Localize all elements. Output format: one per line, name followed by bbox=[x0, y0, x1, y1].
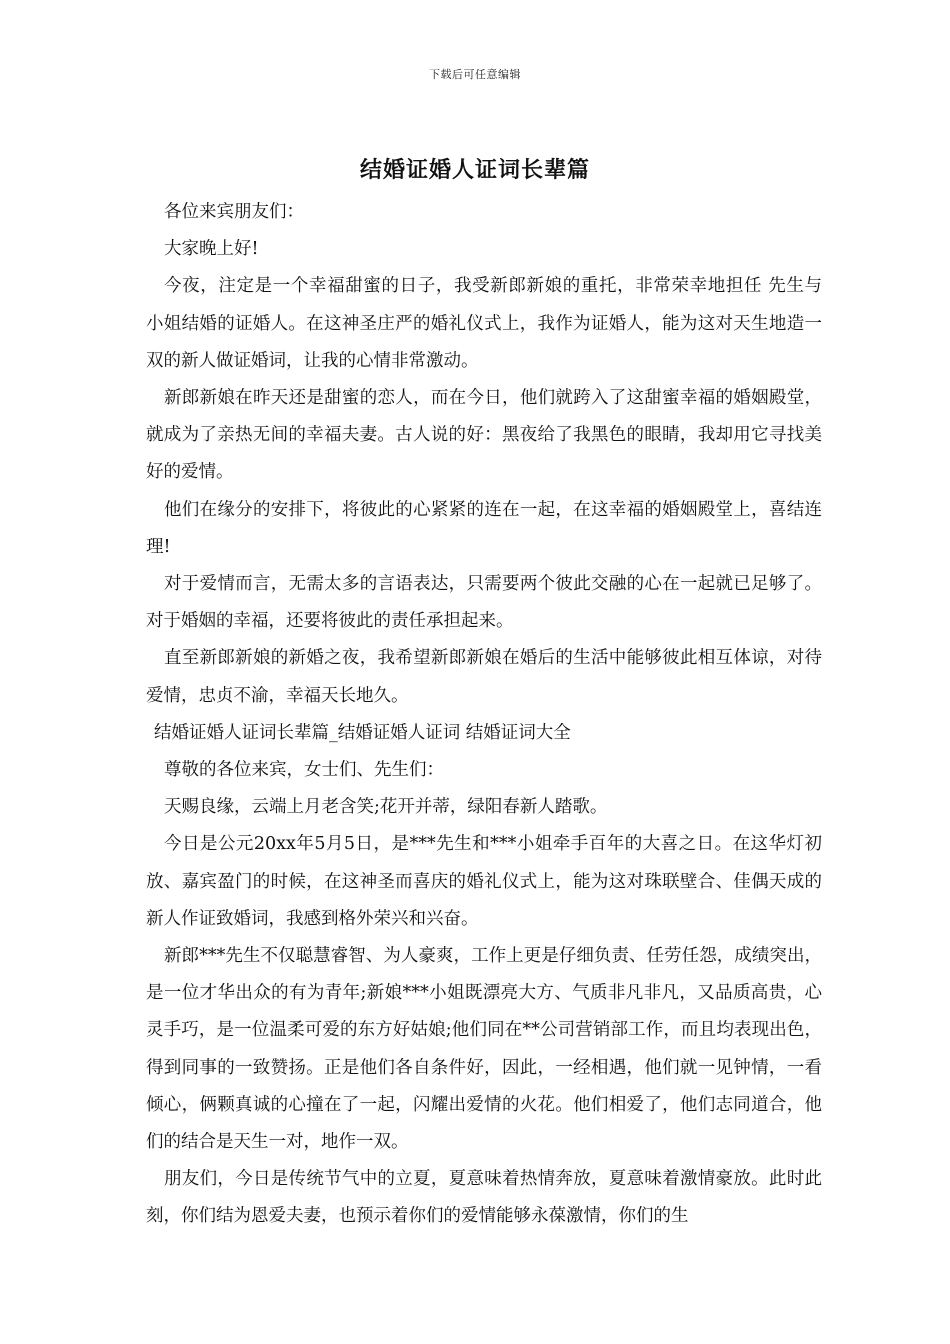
document-title: 结婚证婚人证词长辈篇 bbox=[359, 157, 590, 183]
paragraph: 朋友们，今日是传统节气中的立夏，夏意味着热情奔放，夏意味着激情豪放。此时此刻，你们结为恩爱夫妻，也预示着你们的爱情能够永葆激情，你们的生 bbox=[146, 1169, 822, 1227]
paragraph: 今日是公元20xx年5月5日，是***先生和***小姐牵手百年的大喜之日。在这华灯初放、嘉宾盈门的时候，在这神圣而喜庆的婚礼仪式上，能为这对珠联壁合、佳偶天成的新人作证致婚词，我感到格外荣兴和兴奋。 bbox=[146, 834, 822, 929]
paragraph: 新郎新娘在昨天还是甜蜜的恋人，而在今日，他们就跨入了这甜蜜幸福的婚姻殿堂，就成为了亲热无间的幸福夫妻。古人说的好：黑夜给了我黑色的眼睛，我却用它寻找美好的爱情。 bbox=[146, 388, 822, 483]
document-body bbox=[146, 194, 822, 1236]
header-note: 下载后可任意编辑 bbox=[429, 68, 521, 81]
paragraph: 他们在缘分的安排下，将彼此的心紧紧的连在一起，在这幸福的婚姻殿堂上，喜结连理! bbox=[146, 499, 822, 557]
paragraph: 新郎***先生不仅聪慧睿智、为人豪爽，工作上更是仔细负责、任劳任怨，成绩突出，是一位才华出众的有为青年;新娘***小姐既漂亮大方、气质非凡非凡，又品质高贵，心灵手巧，是一位温柔可爱的东方好姑娘;他们同在**公司营销部工作，而且均表现出色，得到同事的一致赞扬。正是他们各自条件好，因此，一经相遇，他们就一见钟情，一看倾心，俩颗真诚的心撞在了一起，闪耀出爱情的火花。他们相爱了，他们志同道合，他们的结合是天生一对，地作一双。 bbox=[146, 946, 822, 1153]
paragraph: 大家晚上好! bbox=[164, 239, 259, 260]
paragraph: 今夜，注定是一个幸福甜蜜的日子，我受新郎新娘的重托，非常荣幸地担任 先生与 小姐结婚的证婚人。在这神圣庄严的婚礼仪式上，我作为证婚人，能为这对天生地造一双的新人做证婚词，让我的心情非常激动。 bbox=[146, 276, 822, 371]
paragraph: 对于爱情而言，无需太多的言语表达，只需要两个彼此交融的心在一起就已足够了。对于婚姻的幸福，还要将彼此的责任承担起来。 bbox=[146, 574, 822, 632]
section-heading: 结婚证婚人证词长辈篇_结婚证婚人证词 结婚证词大全 bbox=[154, 722, 571, 743]
paragraph: 直至新郎新娘的新婚之夜，我希望新郎新娘在婚后的生活中能够彼此相互体谅，对待爱情，忠贞不渝，幸福天长地久。 bbox=[146, 648, 822, 706]
paragraph: 天赐良缘，云端上月老含笑;花开并蒂，绿阳春新人踏歌。 bbox=[164, 797, 608, 818]
paragraph: 尊敬的各位来宾，女士们、先生们： bbox=[164, 760, 444, 781]
paragraph: 各位来宾朋友们： bbox=[164, 202, 304, 222]
